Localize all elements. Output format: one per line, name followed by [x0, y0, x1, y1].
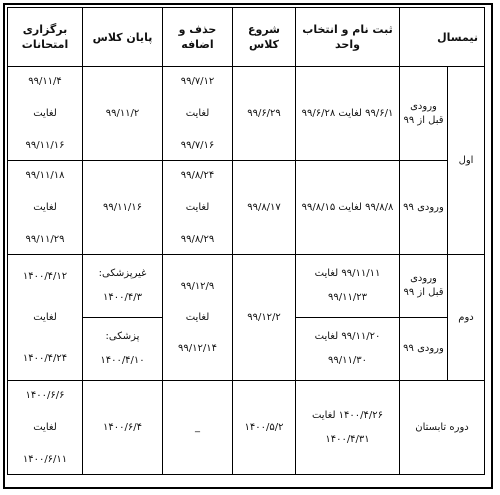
header-row: [8, 8, 485, 67]
add-drop-end-date: ۹۹/۱۲/۱۴: [178, 342, 217, 354]
registration-end-date: ۹۹/۱۱/۲۳: [328, 292, 367, 303]
registration-start-date: ۹۹/۱۱/۲۰ لغایت: [314, 331, 381, 342]
until-label: لغایت: [33, 421, 57, 433]
entry-cell: ورودی قبل از ۹۹: [400, 255, 448, 318]
add-drop-end-date: ۹۹/۷/۱۶: [180, 139, 215, 151]
entry-cell: ورودی ۹۹: [400, 318, 448, 381]
class-start-cell: ۹۹/۸/۱۷: [233, 161, 296, 255]
header-class-end: پایان کلاس: [83, 8, 163, 67]
table-row: [8, 161, 485, 255]
exam-start-date: ۱۴۰۰/۶/۶: [25, 389, 65, 401]
until-label: لغایت: [185, 311, 210, 323]
registration-end-date: ۱۴۰۰/۴/۳۱: [325, 433, 370, 445]
exam-end-date: ۹۹/۱۱/۲۹: [25, 233, 65, 245]
class-end-group-label: پزشکی:: [105, 331, 140, 342]
class-end-cell: ۱۴۰۰/۶/۴: [83, 381, 163, 475]
class-end-cell: ۹۹/۱۱/۲: [83, 67, 163, 161]
until-label: لغایت: [33, 311, 57, 323]
class-end-date: ۱۴۰۰/۴/۱۰: [100, 355, 145, 366]
exam-dates-cell: [8, 381, 83, 475]
add-drop-cell: _: [163, 381, 233, 475]
registration-start-date: ۱۴۰۰/۴/۲۶ لغایت: [311, 409, 384, 421]
registration-cell: ۹۹/۸/۸ لغایت ۹۹/۸/۱۵: [296, 161, 400, 255]
exam-start-date: ۹۹/۱۱/۴: [28, 75, 62, 87]
header-exams: برگزاری امتحانات: [8, 8, 83, 67]
table-row: [8, 255, 485, 318]
exam-dates-cell: [8, 255, 83, 381]
exam-end-date: ۱۴۰۰/۴/۲۴: [22, 352, 68, 364]
registration-cell: ۹۹/۶/۱ لغایت ۹۹/۶/۲۸: [296, 67, 400, 161]
registration-cell: [296, 318, 400, 381]
exam-start-date: ۹۹/۱۱/۱۸: [25, 169, 65, 181]
header-class-start: شروع کلاس: [233, 8, 296, 67]
registration-start-date: ۹۹/۱۱/۱۱ لغایت: [314, 268, 381, 279]
exam-dates-cell: [8, 67, 83, 161]
add-drop-start-date: ۹۹/۷/۱۲: [180, 75, 215, 87]
registration-cell: [296, 381, 400, 475]
until-label: لغایت: [33, 201, 57, 213]
semester-label-second: دوم: [448, 255, 485, 381]
until-label: لغایت: [33, 107, 57, 119]
class-end-cell: [83, 318, 163, 381]
class-end-cell: [83, 255, 163, 318]
add-drop-start-date: ۹۹/۸/۲۴: [180, 169, 215, 181]
add-drop-cell: [163, 161, 233, 255]
class-end-date: ۱۴۰۰/۴/۳: [103, 292, 142, 303]
class-end-group-label: غیرپزشکی:: [98, 268, 147, 279]
add-drop-start-date: ۹۹/۱۲/۹: [180, 280, 215, 292]
exam-end-date: ۹۹/۱۱/۱۶: [25, 139, 65, 151]
class-start-cell: ۹۹/۶/۲۹: [233, 67, 296, 161]
registration-end-date: ۹۹/۱۱/۳۰: [328, 355, 367, 366]
table-row: [8, 381, 485, 475]
until-label: لغایت: [185, 201, 210, 213]
class-start-cell: ۱۴۰۰/۵/۲: [233, 381, 296, 475]
registration-cell: [296, 255, 400, 318]
header-semester: نیمسال: [400, 8, 485, 67]
class-start-cell: ۹۹/۱۲/۲: [233, 255, 296, 381]
exam-dates-cell: [8, 161, 83, 255]
header-registration: ثبت نام و انتخاب واحد: [296, 8, 400, 67]
table-row: [8, 67, 485, 161]
academic-calendar-table: [7, 7, 485, 475]
semester-label-first: اول: [448, 67, 485, 255]
summer-term-label: دوره تابستان: [400, 381, 485, 475]
header-add-drop: حذف و اضافه: [163, 8, 233, 67]
add-drop-end-date: ۹۹/۸/۲۹: [180, 233, 215, 245]
until-label: لغایت: [185, 107, 210, 119]
exam-start-date: ۱۴۰۰/۴/۱۲: [22, 270, 68, 282]
class-end-cell: ۹۹/۱۱/۱۶: [83, 161, 163, 255]
entry-cell: ورودی قبل از ۹۹: [400, 67, 448, 161]
add-drop-cell: [163, 67, 233, 161]
entry-cell: ورودی ۹۹: [400, 161, 448, 255]
add-drop-cell: [163, 255, 233, 381]
exam-end-date: ۱۴۰۰/۶/۱۱: [22, 453, 68, 465]
